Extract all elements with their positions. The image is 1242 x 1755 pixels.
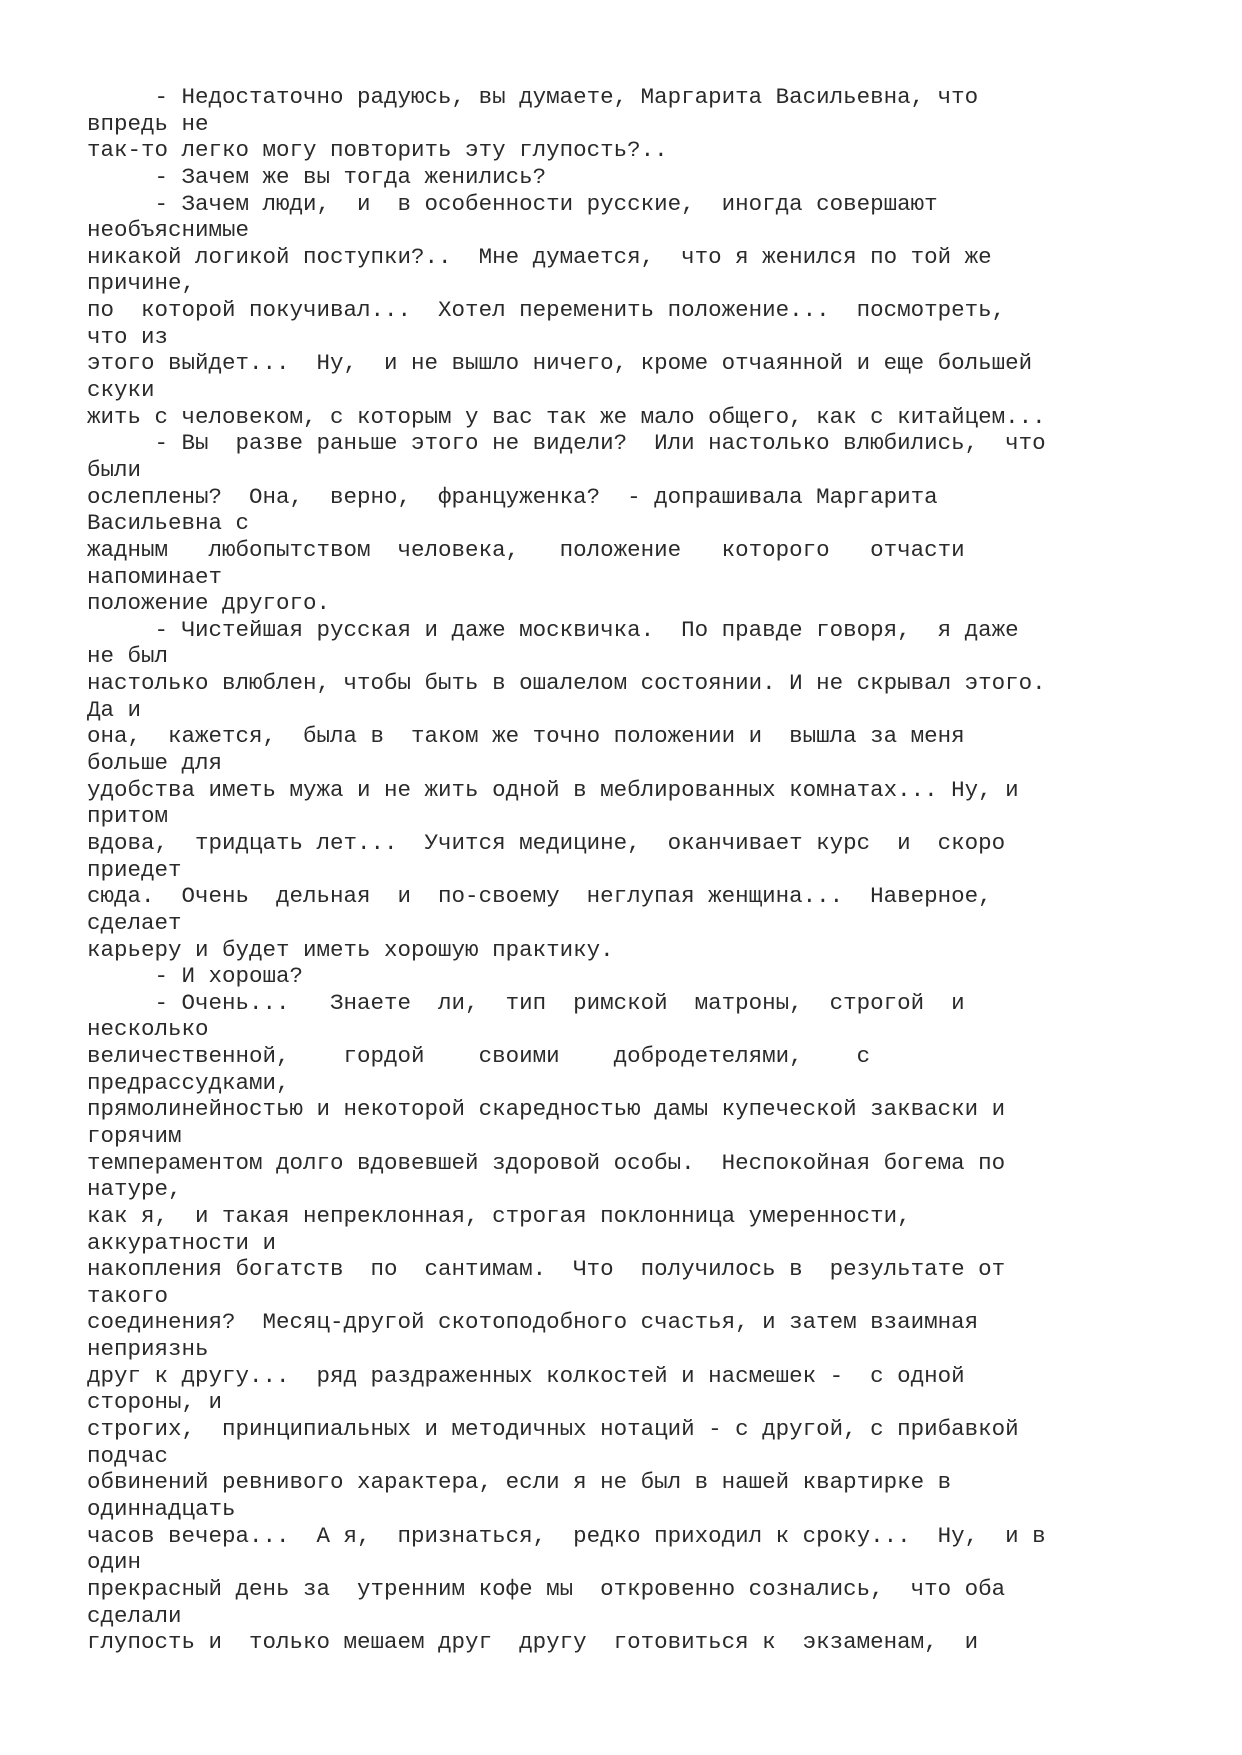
text-line: - Очень... Знаете ли, тип римской матроны, строгой и — [87, 989, 965, 1016]
text-line: вдова, тридцать лет... Учится медицине, оканчивает курс и скоро — [87, 829, 1006, 856]
body-text — [87, 84, 1227, 1656]
text-line: обвинений ревнивого характера, если я не был в нашей квартирке в — [87, 1469, 952, 1496]
text-line: аккуратности и — [87, 1229, 277, 1256]
text-line: приедет — [87, 856, 182, 883]
text-line: стороны, и — [87, 1389, 223, 1416]
text-line: скуки — [87, 377, 155, 404]
text-line: - Зачем же вы тогда женились? — [87, 163, 547, 190]
text-line: сделали — [87, 1602, 182, 1629]
text-line: так-то легко могу повторить эту глупость?.. — [87, 137, 668, 164]
text-line: прекрасный день за утренним кофе мы откровенно сознались, что оба — [87, 1575, 1006, 1602]
text-line: - Чистейшая русская и даже москвичка. По правде говоря, я даже — [87, 616, 1019, 643]
text-line: не был — [87, 643, 169, 670]
text-line: что из — [87, 323, 169, 350]
text-line: карьеру и будет иметь хорошую практику. — [87, 936, 614, 963]
text-line: необъяснимые — [87, 217, 250, 244]
text-line: были — [87, 456, 142, 483]
text-line: предрассудками, — [87, 1069, 290, 1096]
text-line: величественной, гордой своими добродетелями, с — [87, 1043, 871, 1070]
text-line: напоминает — [87, 563, 223, 590]
text-line: горячим — [87, 1122, 182, 1149]
text-line: больше для — [87, 750, 223, 777]
text-line: сделает — [87, 909, 182, 936]
text-line: - И хороша? — [87, 963, 304, 990]
text-line: - Недостаточно радуюсь, вы думаете, Маргарита Васильевна, что — [87, 84, 979, 110]
text-line: сюда. Очень дельная и по-своему неглупая женщина... Наверное, — [87, 883, 992, 910]
text-line: несколько — [87, 1016, 209, 1043]
text-line: Васильевна с — [87, 510, 250, 537]
text-line: - Вы разве раньше этого не видели? Или настолько влюбились, что — [87, 430, 1046, 457]
text-line: часов вечера... А я, признаться, редко приходил к сроку... Ну, и в — [87, 1522, 1046, 1549]
text-line: притом — [87, 803, 169, 830]
text-line: подчас — [87, 1442, 169, 1469]
text-line: ослеплены? Она, верно, француженка? - допрашивала Маргарита — [87, 483, 938, 510]
text-line: Да и — [87, 696, 142, 723]
text-line: темпераментом долго вдовевшей здоровой особы. Неспокойная богема по — [87, 1149, 1006, 1176]
text-line: положение другого. — [87, 590, 331, 617]
text-line: настолько влюблен, чтобы быть в ошалелом состоянии. И не скрывал этого. — [87, 670, 1046, 697]
text-line: как я, и такая непреклонная, строгая поклонница умеренности, — [87, 1202, 911, 1229]
text-line: удобства иметь мужа и не жить одной в меблированных комнатах... Ну, и — [87, 776, 1019, 803]
text-line: накопления богатств по сантимам. Что получилось в результате от — [87, 1256, 1006, 1283]
text-line: один — [87, 1549, 142, 1576]
text-line: она, кажется, была в таком же точно положении и вышла за меня — [87, 723, 965, 750]
text-line: никакой логикой поступки?.. Мне думается, что я женился по той же — [87, 243, 992, 270]
text-line: одиннадцать — [87, 1495, 236, 1522]
text-line: соединения? Месяц-другой скотоподобного счастья, и затем взаимная — [87, 1309, 979, 1336]
text-line: прямолинейностью и некоторой скаредностью дамы купеческой закваски и — [87, 1096, 1006, 1123]
text-line: - Зачем люди, и в особенности русские, иногда совершают — [87, 190, 938, 217]
text-line: причине, — [87, 270, 196, 297]
text-line: жадным любопытством человека, положение которого отчасти — [87, 536, 965, 563]
text-line: жить с человеком, с которым у вас так же мало общего, как с китайцем... — [87, 403, 1046, 430]
text-line: этого выйдет... Ну, и не вышло ничего, кроме отчаянной и еще большей — [87, 350, 1033, 377]
text-line: строгих, принципиальных и методичных нотаций - с другой, с прибавкой — [87, 1416, 1019, 1443]
text-line: по которой покучивал... Хотел переменить положение... посмотреть, — [87, 297, 1006, 324]
text-line: впредь не — [87, 110, 209, 137]
text-line: такого — [87, 1282, 169, 1309]
text-line: неприязнь — [87, 1336, 209, 1363]
text-line: натуре, — [87, 1176, 182, 1203]
text-line: друг к другу... ряд раздраженных колкостей и насмешек - с одной — [87, 1362, 965, 1389]
text-line: глупость и только мешаем друг другу готовиться к экзаменам, и — [87, 1629, 979, 1656]
